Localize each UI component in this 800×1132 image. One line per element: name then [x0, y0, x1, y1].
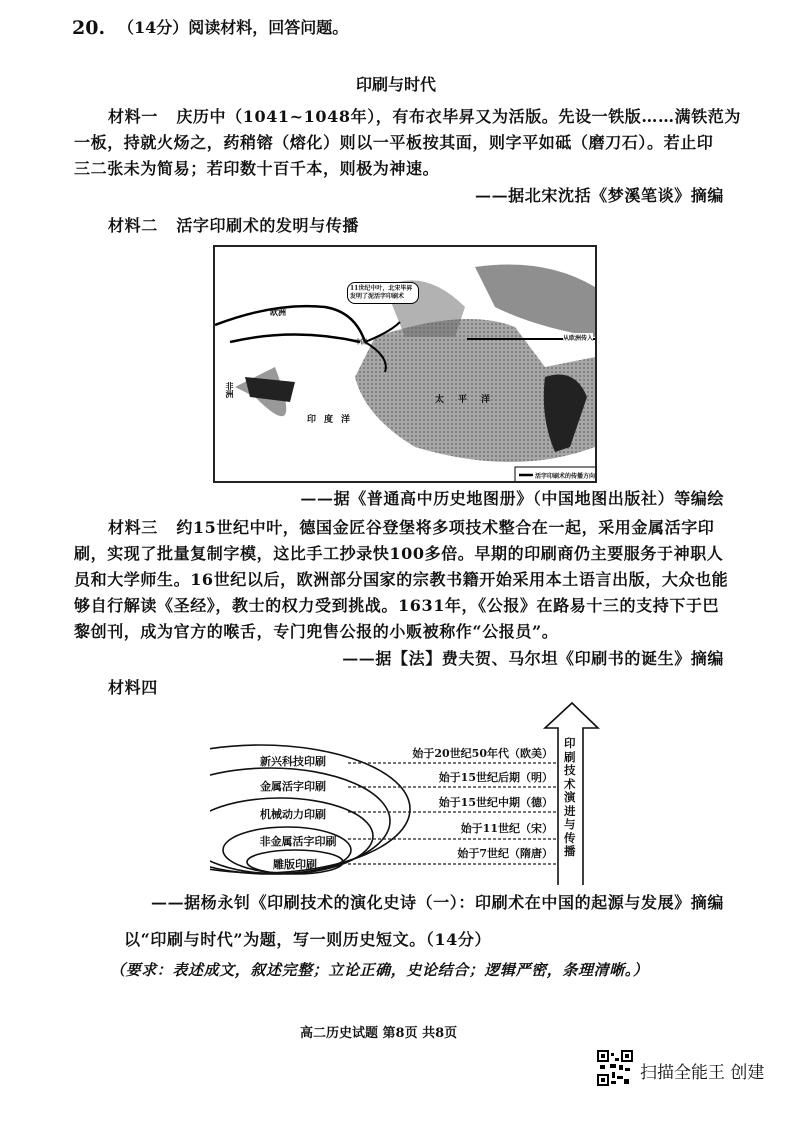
question-number: 20.: [72, 17, 106, 39]
layer-name-2: 金属活字印刷: [260, 780, 326, 793]
map-callout: 11世纪中叶，北宋毕昇发明了泥活字印刷术: [347, 282, 419, 304]
layer-start-2: 始于15世纪后期（明）: [438, 771, 553, 784]
material1-line1: [74, 107, 758, 127]
map-label-indian-ocean: 印度洋: [307, 415, 359, 425]
material1-text-1: 庆历中（1041~1048年），有布衣毕昇又为活版。先设一铁版……满铁范为: [176, 107, 741, 126]
material4-label: 材料四: [108, 678, 158, 697]
layer-name-4: 非金属活字印刷: [259, 835, 337, 848]
material1-source: ——据北宋沈括《梦溪笔谈》摘编: [474, 186, 724, 205]
material2-heading: [74, 216, 758, 236]
map-label-pacific: 太平洋: [435, 395, 505, 405]
layer-start-5: 始于7世纪（隋唐）: [457, 847, 553, 860]
material3-line1: [74, 518, 758, 538]
layer-name-3: 机械动力印刷: [260, 808, 326, 821]
material1-label: 材料一: [108, 107, 158, 126]
material3-text-4: 够自行解读《圣经》，教士的权力受到挑战。1631年，《公报》在路易十三的支持下于巴: [74, 596, 720, 615]
task-prompt: 以“印刷与时代”为题，写一则历史短文。（14分）: [124, 930, 492, 949]
material2-title: 活字印刷术的发明与传播: [176, 216, 359, 235]
arrow-label: 印刷技术演进与传播: [564, 736, 576, 858]
material3-text-3: 员和大学师生。16世纪以后，欧洲部分国家的宗教书籍开始采用本土语言出版，大众也能: [74, 570, 729, 589]
map-label-china: 中国: [355, 339, 368, 346]
material1-text-3: 三二张未为简易；若印数十百千本，则极为神速。: [74, 159, 440, 178]
layer-name-5: 雕版印刷: [273, 858, 317, 871]
map-label-from-europe: 从欧洲传入: [563, 335, 594, 342]
layer-start-1: 始于20世纪50年代（欧美）: [412, 747, 553, 760]
layer-name-1: 新兴科技印刷: [260, 755, 326, 768]
map-legend: 活字印刷术的传播方向: [535, 473, 596, 480]
material3-text-1: 约15世纪中叶，德国金匠谷登堡将多项技术整合在一起，采用金属活字印: [176, 518, 715, 537]
material4-source: ——据杨永钊《印刷技术的演化史诗（一）：印刷术在中国的起源与发展》摘编: [150, 893, 724, 912]
essay-title: 印刷与时代: [356, 75, 437, 94]
map-label-africa: 非洲: [225, 382, 235, 398]
layer-start-3: 始于15世纪中期（德）: [438, 796, 553, 809]
material1-text-2: 一板，持就火炀之，药稍镕（熔化）则以一平板按其面，则字平如砥（磨刀石）。若止印: [74, 133, 714, 152]
material3-text-5: 黎创刊，成为官方的喉舌，专门兜售公报的小贩被称作“公报员”。: [74, 622, 559, 641]
printing-spread-map: [213, 245, 597, 483]
page-footer: 高二历史试题 第8页 共8页: [300, 1026, 458, 1041]
task-requirements: （要求：表述成文，叙述完整；立论正确，史论结合；逻辑严密，条理清晰。）: [110, 961, 649, 979]
material3-text-2: 刷，实现了批量复制字模，这比手工抄录快100多倍。早期的印刷商仍主要服务于神职人: [74, 544, 724, 563]
layer-start-4: 始于11世纪（宋）: [460, 822, 553, 835]
material2-label: 材料二: [108, 216, 158, 235]
qr-code-icon: [597, 1050, 633, 1086]
scanner-watermark: 扫描全能王 创建: [640, 1063, 765, 1083]
question-intro: （14分）阅读材料，回答问题。: [118, 18, 349, 37]
material3-source: ——据【法】费夫贺、马尔坦《印刷书的诞生》摘编: [342, 649, 724, 668]
map-label-europe: 欧洲: [270, 307, 286, 317]
printing-evolution-diagram: [210, 695, 610, 887]
material2-source: ——据《普通高中历史地图册》（中国地图出版社）等编绘: [300, 489, 724, 508]
material3-label: 材料三: [108, 518, 158, 537]
